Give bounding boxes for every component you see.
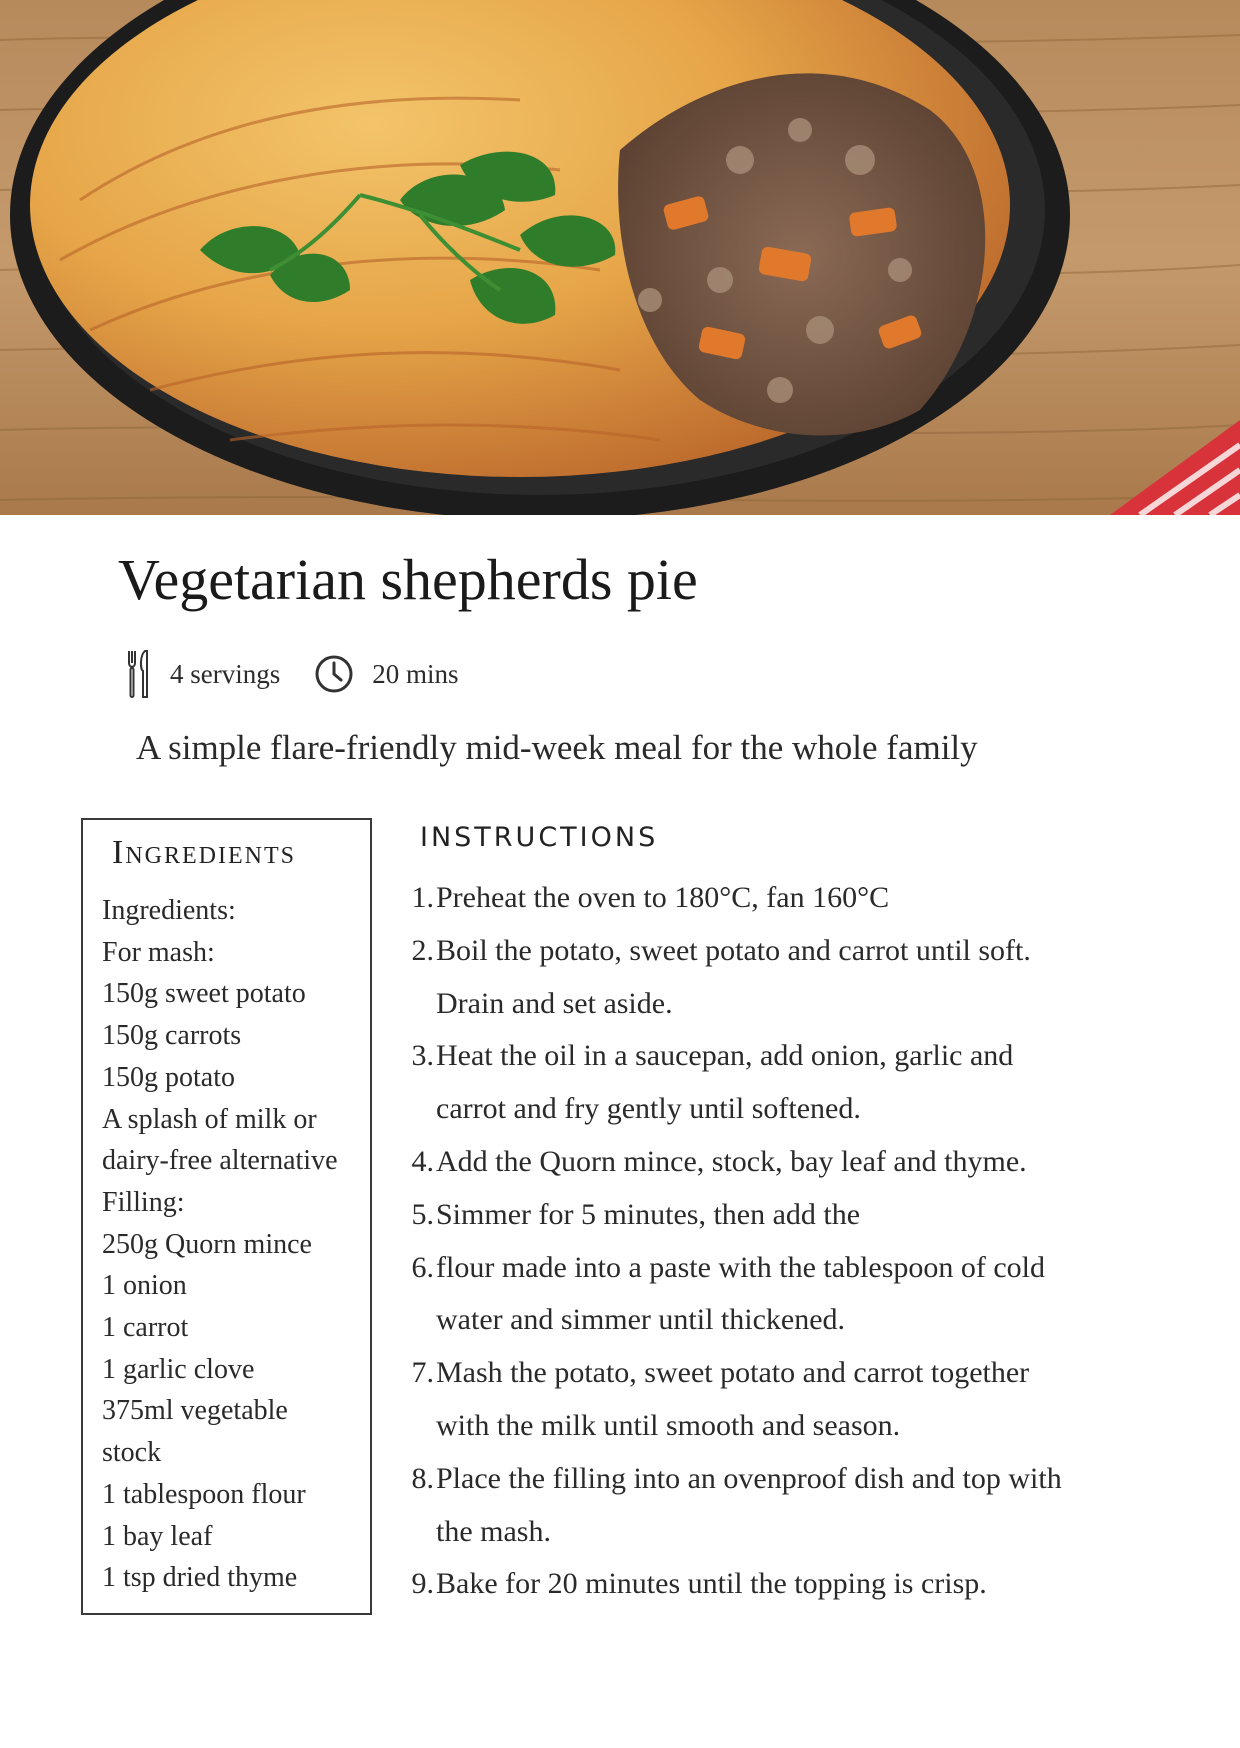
clock-icon [314, 654, 354, 694]
hero-photo [0, 0, 1240, 515]
ingredient-item: 375ml vegetable [102, 1395, 288, 1427]
time-label: 20 mins [372, 658, 459, 689]
servings-label: 4 servings [170, 658, 281, 689]
instruction-step [404, 1347, 1194, 1453]
ingredient-item: 1 carrot [102, 1312, 189, 1344]
ingredient-item: Ingredients: [102, 895, 236, 926]
ingredient-item: 1 garlic clove [102, 1353, 255, 1385]
ingredient-item: 150g carrots [102, 1020, 242, 1052]
instruction-step [404, 872, 1194, 925]
instruction-step [404, 1453, 1194, 1559]
step-text [434, 872, 889, 925]
step-number: 6. [411, 1250, 434, 1284]
step-line: Drain and set aside. [436, 986, 673, 1020]
shepherds-pie-illustration [0, 0, 1240, 515]
step-line: Heat the oil in a saucepan, add onion, garlic and [436, 1039, 1014, 1073]
instruction-step [404, 1242, 1194, 1348]
instructions-list [404, 872, 1194, 1611]
step-number: 2. [411, 933, 434, 967]
step-number: 8. [411, 1461, 434, 1495]
fork-knife-icon [126, 649, 152, 699]
step-text [434, 1347, 1029, 1453]
step-text [434, 1242, 1045, 1348]
instruction-step [404, 1030, 1194, 1136]
ingredient-item: 1 onion [102, 1270, 187, 1302]
instruction-step [404, 1558, 1194, 1611]
ingredient-item: 1 bay leaf [102, 1520, 213, 1552]
recipe-title: Vegetarian shepherds pie [118, 547, 698, 612]
step-line: with the milk until smooth and season. [436, 1408, 901, 1442]
step-line: Add the Quorn mince, stock, bay leaf and thyme. [436, 1144, 1027, 1178]
instructions-heading: INSTRUCTIONS [420, 822, 659, 853]
step-text [434, 1030, 1013, 1136]
step-line: Place the filling into an ovenproof dish and top with [436, 1461, 1062, 1495]
step-number: 1. [411, 881, 434, 914]
ingredient-item: 150g sweet potato [102, 978, 306, 1010]
ingredient-item: 150g potato [102, 1061, 235, 1093]
ingredient-item: 1 tsp dried thyme [102, 1562, 298, 1594]
ingredient-item: Filling: [102, 1186, 185, 1218]
step-text [434, 1453, 1062, 1559]
step-number: 7. [411, 1356, 434, 1390]
step-number: 5. [411, 1197, 434, 1231]
instruction-step [404, 1189, 1194, 1242]
instruction-step [404, 925, 1194, 1031]
ingredient-item: stock [102, 1437, 162, 1469]
step-line: Simmer for 5 minutes, then add the [436, 1197, 861, 1231]
step-text [434, 1189, 860, 1242]
recipe-meta [126, 646, 459, 702]
step-line: Mash the potato, sweet potato and carrot together [436, 1356, 1030, 1390]
step-number: 9. [411, 1567, 434, 1601]
ingredients-heading: Ingredients [112, 834, 296, 871]
ingredient-item: dairy-free alternative [102, 1145, 338, 1177]
step-number: 3. [411, 1039, 434, 1073]
step-text [434, 1558, 987, 1611]
step-line: the mash. [436, 1514, 551, 1548]
step-line: water and simmer until thickened. [436, 1303, 846, 1337]
step-line: carrot and fry gently until softened. [436, 1092, 861, 1126]
step-line: Boil the potato, sweet potato and carrot until soft. [436, 933, 1031, 967]
recipe-description: A simple flare-friendly mid-week meal for the whole family [136, 728, 978, 767]
ingredient-item: A splash of milk or [102, 1103, 317, 1135]
instruction-step [404, 1136, 1194, 1189]
step-text [434, 1136, 1027, 1189]
step-number: 4. [411, 1144, 434, 1178]
ingredient-item: 1 tablespoon flour [102, 1478, 306, 1510]
ingredient-item: For mash: [102, 936, 215, 968]
step-line: flour made into a paste with the tablespoon of cold [436, 1250, 1046, 1284]
ingredient-item: 250g Quorn mince [102, 1228, 312, 1260]
step-text [434, 925, 1031, 1031]
step-line: Bake for 20 minutes until the topping is crisp. [436, 1567, 987, 1601]
step-line: Preheat the oven to 180°C, fan 160°C [436, 881, 890, 914]
ingredients-list [102, 890, 370, 1599]
